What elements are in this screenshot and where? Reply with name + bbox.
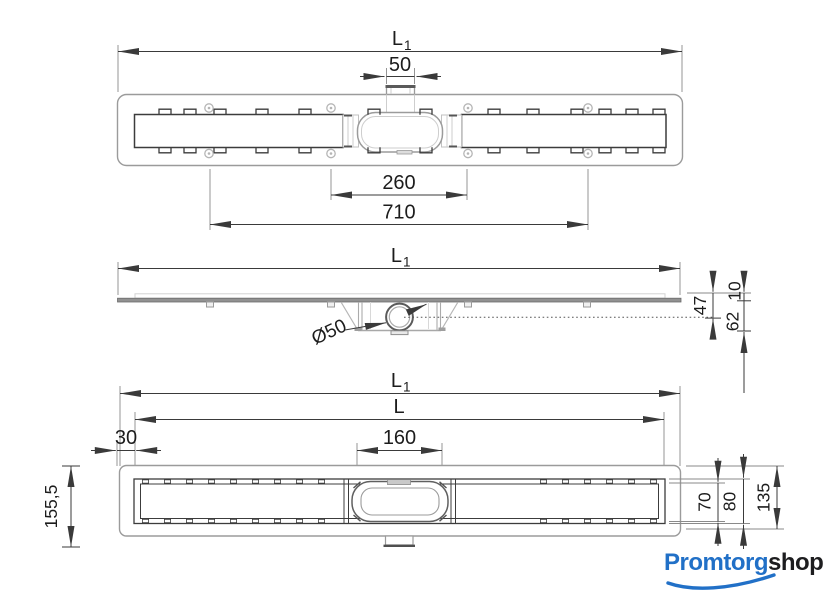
- brand-logo-secondary: shop: [768, 549, 824, 576]
- drain-body-bottom: [120, 466, 681, 546]
- dim-label-l1-bottom-sub: 1: [403, 379, 411, 395]
- dim-label-l1-top: L: [391, 28, 403, 50]
- dim-label-160: 160: [382, 427, 417, 449]
- dim-label-47: 47: [690, 295, 710, 316]
- dim-label-70: 70: [694, 492, 715, 512]
- dim-label-50: 50: [388, 54, 412, 76]
- dim-label-dia50: Ø50: [308, 315, 350, 350]
- dim-label-710: 710: [382, 201, 416, 224]
- dim-channel-width: [695, 458, 719, 546]
- dim-trap-span: [331, 169, 467, 200]
- dim-rim-offset: [91, 427, 161, 466]
- dim-l1-bottom: [120, 370, 680, 466]
- dim-label-l1-bottom: L: [390, 370, 402, 392]
- dim-total-height: [41, 466, 80, 547]
- drain-profile: [118, 294, 714, 335]
- dim-body-width: [754, 466, 778, 529]
- dim-label-l1-side: L: [390, 245, 402, 267]
- drain-body-top: [118, 87, 683, 166]
- dim-label-30: 30: [114, 427, 138, 449]
- side-view-drawing: [118, 245, 752, 393]
- outlet-tab: [386, 536, 414, 545]
- dim-label-155-5: 155,5: [41, 484, 61, 529]
- dim-label-10: 10: [724, 281, 745, 301]
- dim-label-62: 62: [722, 311, 743, 332]
- dim-flange-width: [720, 454, 744, 549]
- grate-right: [462, 115, 667, 148]
- brand-logo-primary: Promtorg: [664, 549, 768, 576]
- brand-logo-swoosh: [664, 573, 779, 595]
- dim-label-l1-top-sub: 1: [404, 38, 412, 53]
- dim-l1-side: [118, 245, 680, 295]
- top-view-drawing: [118, 28, 683, 230]
- dim-edge-and-trap-depth: [723, 271, 752, 393]
- bottom-view-drawing: [41, 370, 784, 549]
- dim-label-260: 260: [382, 172, 416, 194]
- dim-label-l1-side-sub: 1: [403, 254, 411, 270]
- trap-body-top: [358, 113, 443, 153]
- dim-label-135: 135: [753, 482, 774, 513]
- dim-label-80: 80: [719, 491, 740, 512]
- channel-edge-profile: [118, 298, 682, 302]
- grate-left: [135, 115, 344, 148]
- dim-outlet-width: [360, 54, 441, 84]
- dim-label-l: L: [393, 396, 405, 418]
